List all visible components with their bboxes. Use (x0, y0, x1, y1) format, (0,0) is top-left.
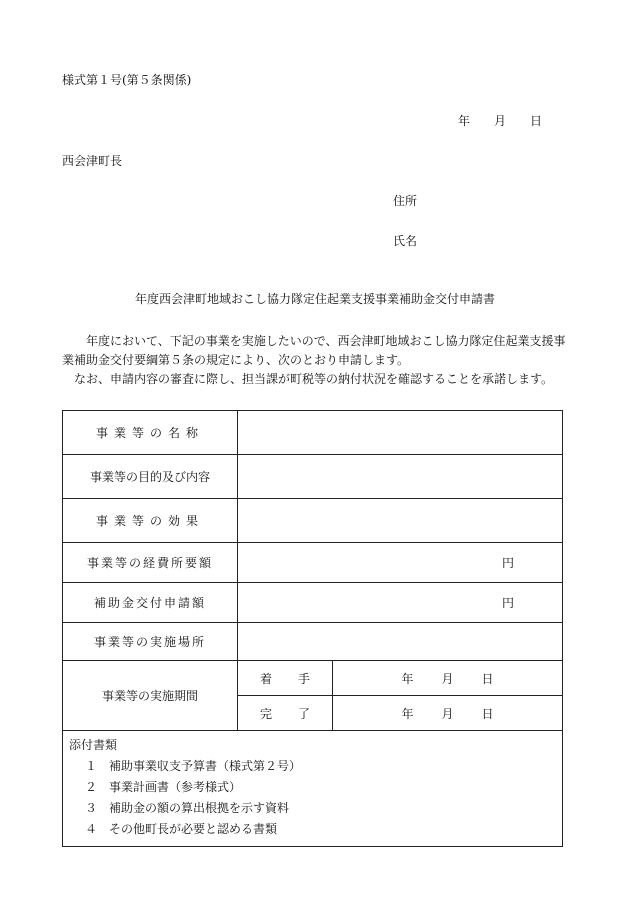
document-title: 年度西会津町地域おこし協力隊定住起業支援事業補助金交付申請書 (134, 292, 495, 306)
yen-unit: 円 (501, 556, 514, 570)
date-day-label: 日 (530, 114, 543, 128)
application-table (62, 410, 563, 847)
application-statement (62, 332, 572, 389)
statement-paragraph: 年度において、下記の事業を実施したいので、西会津町地域おこし協力隊定住起業支援事業補助金交付要綱第５条の規定により、次のとおり申請します。 (62, 334, 566, 367)
yen-unit: 円 (501, 596, 514, 610)
addressee: 西会津町長 (62, 154, 123, 168)
grant-amount-field[interactable] (238, 583, 563, 623)
purpose-label: 事業等の目的及び内容 (63, 455, 238, 499)
consent-paragraph: なお、申請内容の審査に際し、担当課が町税等の納付状況を確認することを承諾します。 (74, 372, 554, 386)
grant-amount-label: 補助金交付申請額 (63, 583, 238, 623)
project-name-label: 事業等の名称 (63, 411, 238, 455)
attachments-title: 添付書類 (69, 738, 118, 752)
start-label: 着 手 (238, 661, 333, 696)
form-number: 様式第１号(第５条関係) (62, 73, 192, 87)
name-label: 氏名 (393, 234, 418, 248)
attachment-item: １ 補助事業収支予算書（様式第２号） (84, 759, 302, 773)
period-label: 事業等の実施期間 (63, 661, 238, 731)
location-field[interactable] (238, 623, 563, 661)
date-year-label: 年 (458, 114, 471, 128)
attachment-item: ４ その他町長が必要と認める書類 (84, 822, 278, 836)
application-date (458, 113, 542, 129)
start-date-field[interactable]: 年 月 日 (333, 661, 563, 696)
effect-field[interactable] (238, 499, 563, 543)
cost-field[interactable] (238, 543, 563, 583)
attachment-item: ２ 事業計画書（参考様式） (84, 780, 242, 794)
end-date-field[interactable]: 年 月 日 (333, 696, 563, 731)
end-label: 完 了 (238, 696, 333, 731)
date-month-label: 月 (494, 114, 507, 128)
attachments-section (63, 731, 563, 847)
project-name-field[interactable] (238, 411, 563, 455)
cost-label: 事業等の経費所要額 (63, 543, 238, 583)
address-label: 住所 (393, 194, 418, 208)
location-label: 事業等の実施場所 (63, 623, 238, 661)
effect-label: 事業等の効果 (63, 499, 238, 543)
attachment-item: ３ 補助金の額の算出根拠を示す資料 (84, 801, 290, 815)
purpose-field[interactable] (238, 455, 563, 499)
